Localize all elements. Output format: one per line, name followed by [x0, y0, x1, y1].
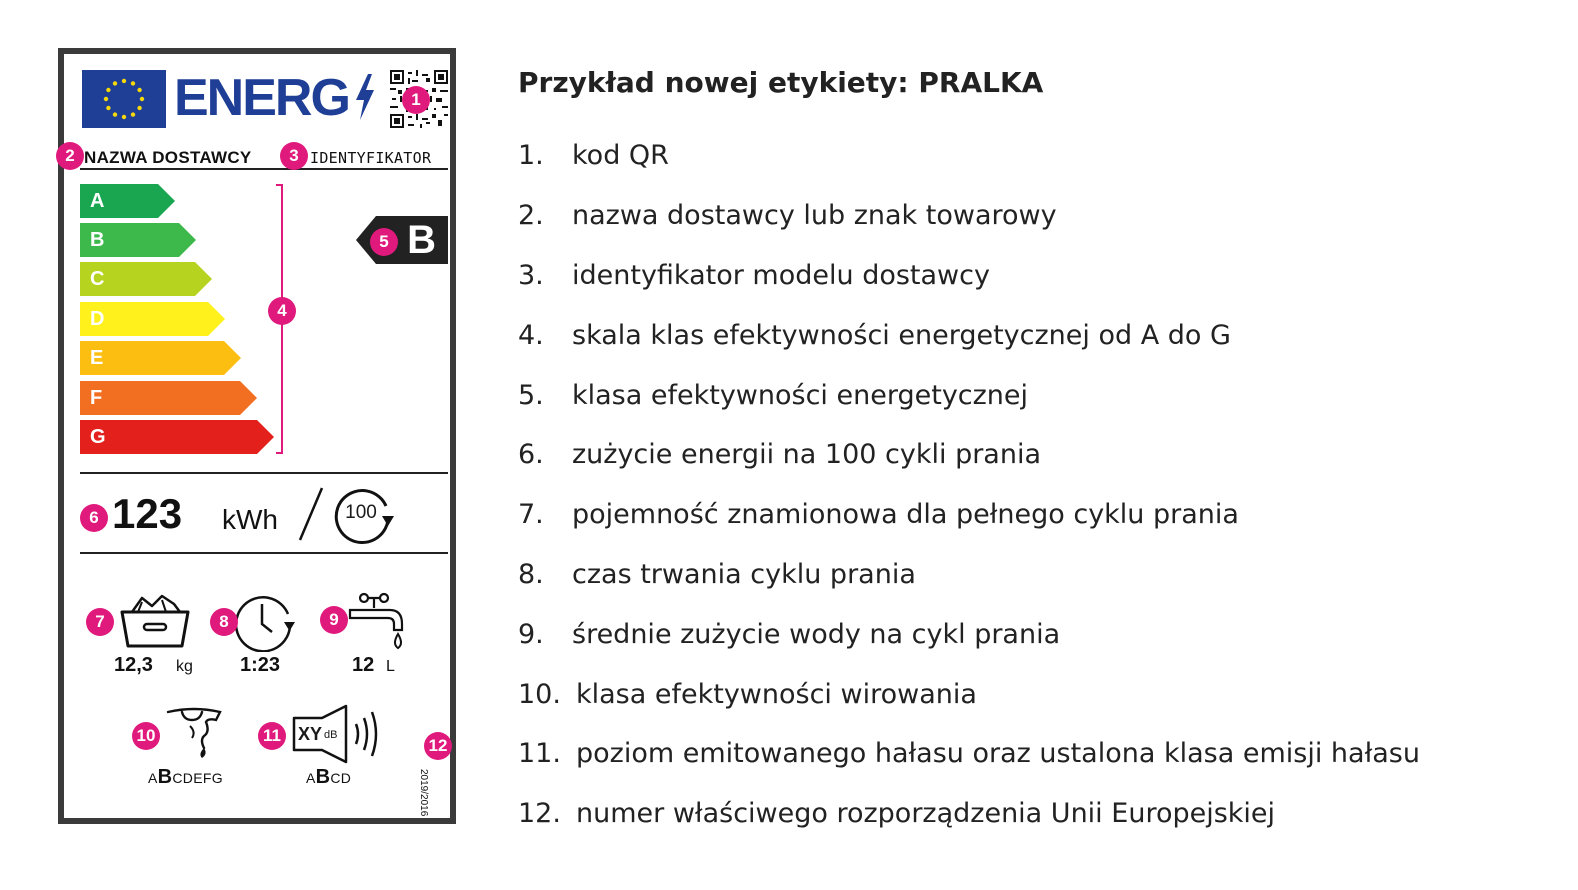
legend-item: 5. klasa efektywności energetycznej	[518, 379, 1029, 411]
model-identifier: IDENTYFIKATOR	[310, 149, 432, 167]
scale-bar-g: G	[80, 420, 257, 454]
legend-item: 6. zużycie energii na 100 cykli prania	[518, 439, 1042, 471]
legend-item: 11. poziom emitowanego hałasu oraz ustalona klasa emisji hałasu	[518, 738, 1420, 770]
spin-drying-icon	[164, 704, 224, 768]
badge-4: 4	[268, 297, 296, 325]
legend-item: 1. kod QR	[518, 140, 669, 172]
legend-title: Przykład nowej etykiety: PRALKA	[518, 66, 1044, 99]
badge-2: 2	[56, 142, 84, 170]
legend-item: 2. nazwa dostawcy lub znak towarowy	[518, 200, 1057, 232]
slash-divider	[292, 484, 332, 544]
legend-item: 8. czas trwania cyklu prania	[518, 558, 916, 590]
badge-9: 9	[320, 606, 348, 634]
water-tap-icon	[346, 590, 406, 658]
badge-8: 8	[210, 608, 238, 636]
badge-6: 6	[80, 504, 108, 532]
energy-consumption-value: 123	[112, 490, 183, 537]
cycles-icon	[332, 482, 396, 546]
water-value: 12	[352, 654, 375, 676]
laundry-basket-icon	[118, 590, 192, 654]
supplier-name: NAZWA DOSTAWCY	[84, 148, 252, 167]
capacity-unit: kg	[176, 658, 193, 675]
energy-label	[58, 48, 456, 824]
legend-item: 9. średnie zużycie wody na cykl prania	[518, 618, 1061, 650]
regulation-number: 2019/2016	[418, 769, 429, 817]
badge-10: 10	[132, 722, 160, 750]
scale-bar-b: B	[80, 223, 179, 257]
lightning-icon	[354, 74, 376, 124]
legend-item: 12. numer właściwego rozporządzenia Unii Europejskiej	[518, 798, 1276, 830]
badge-7: 7	[86, 608, 114, 636]
badge-1: 1	[402, 86, 430, 114]
divider	[80, 472, 448, 474]
legend-item: 3. identyfikator modelu dostawcy	[518, 259, 990, 291]
divider	[80, 552, 448, 554]
badge-12: 12	[424, 732, 452, 760]
clock-icon	[234, 592, 296, 656]
energy-class-letter: B	[376, 216, 448, 264]
badge-5: 5	[370, 228, 398, 256]
scale-bar-f: F	[80, 381, 240, 415]
scale-bar-d: D	[80, 302, 208, 336]
badge-3: 3	[280, 142, 308, 170]
legend-item: 7. pojemność znamionowa dla pełnego cyklu prania	[518, 499, 1239, 531]
spin-class-scale: ABCDEFG	[148, 766, 223, 788]
scale-bar-a: A	[80, 184, 158, 218]
cycles-count: 100	[345, 502, 377, 523]
scale-bar-e: E	[80, 341, 224, 375]
divider	[80, 168, 448, 170]
legend-item: 10. klasa efektywności wirowania	[518, 678, 977, 710]
duration-value: 1:23	[240, 654, 281, 676]
badge-11: 11	[258, 722, 286, 750]
noise-icon-text: XY	[298, 724, 323, 744]
legend-list	[518, 126, 1420, 844]
water-unit: L	[386, 658, 395, 675]
noise-class-scale: ABCD	[306, 766, 352, 788]
energy-consumption-unit: kWh	[222, 504, 278, 535]
energy-logo-text: ENERG	[174, 69, 349, 127]
noise-icon-unit: dB	[324, 729, 338, 741]
scale-bar-c: C	[80, 262, 195, 296]
capacity-value: 12,3	[114, 654, 153, 676]
legend-item: 4. skala klas efektywności energetycznej od A do G	[518, 319, 1231, 351]
eu-flag-icon	[82, 70, 166, 128]
